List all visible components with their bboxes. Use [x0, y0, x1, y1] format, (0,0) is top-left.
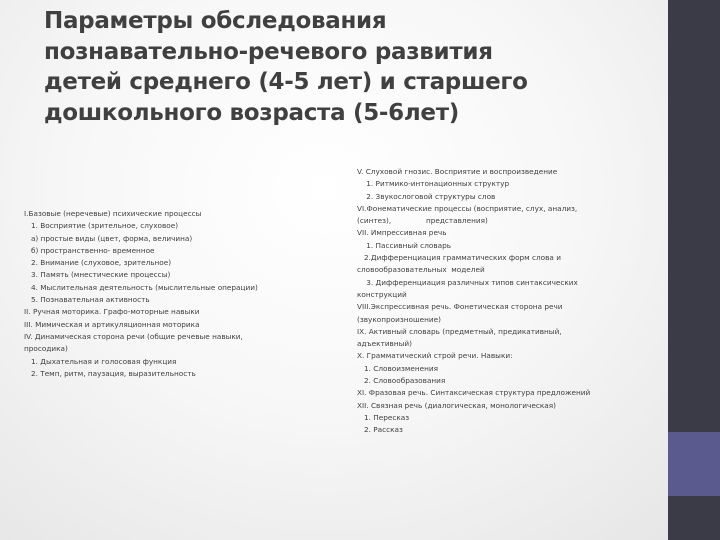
left-list-item: I.Базовые (неречевые) психические процессы — [24, 209, 202, 218]
right-list-item: VII. Импрессивная речь — [357, 228, 447, 238]
right-list-item: адъективный) — [357, 339, 412, 349]
left-list-item: 5. Познавательная активность — [24, 295, 150, 305]
right-list-item: 1. Словоизменения — [357, 363, 439, 373]
left-list-item: 1. Дыхательная и голосовая функция — [24, 356, 177, 366]
right-list-item: V. Слуховой гнозис. Восприятие и воспроизведение — [357, 167, 558, 176]
left-list-item: б) пространственно- временное — [24, 245, 155, 255]
title-line-4: дошкольного возраста (5-6лет) — [44, 99, 459, 126]
left-list-item: 4. Мыслительная деятельность (мыслительные операции) — [24, 282, 258, 292]
left-list-item: 1. Восприятие (зрительное, слуховое) — [24, 221, 179, 231]
right-list-item: VIII.Экспрессивная речь. Фонетическая сторона речи — [357, 302, 563, 312]
right-list-item: VI.Фонематические процессы (восприятие, слух, анализ, — [357, 203, 578, 213]
right-list-item: 1. Пассивный словарь — [357, 240, 452, 250]
right-list-item: X. Грамматический строй речи. Навыки: — [357, 351, 513, 361]
title-line-3: детей среднего (4-5 лет) и старшего — [44, 69, 528, 95]
right-list-item: 2.Дифференциация грамматических форм слова и — [357, 253, 561, 263]
right-list-item: конструкций — [357, 289, 407, 299]
left-list-item: а) простые виды (цвет, форма, величина) — [24, 233, 193, 243]
title-line-2: познавательно-речевого развития — [44, 38, 493, 65]
sidebar-accent-block — [668, 432, 720, 496]
right-list-item: 3. Дифференциация различных типов синтаксических — [357, 277, 578, 287]
right-list-item: XI. Фразовая речь. Синтаксическая структура предложений — [357, 388, 591, 398]
left-list-item: 3. Память (мнестические процессы) — [24, 270, 171, 280]
right-list-item: 1. Пересказ — [357, 412, 410, 422]
right-parameter-list — [357, 166, 662, 437]
right-list-item: (синтез), представления) — [357, 216, 488, 226]
left-list-item: II. Ручная моторика. Графо-моторные навыки — [24, 307, 200, 317]
right-list-item: словообразовательных моделей — [357, 265, 485, 275]
left-list-item: III. Мимическая и артикуляционная моторика — [24, 319, 200, 329]
left-list-item: 2. Темп, ритм, паузация, выразительность — [24, 368, 196, 378]
title-line-1: Параметры обследования — [44, 8, 387, 34]
right-list-item: 2. Рассказ — [357, 425, 403, 435]
right-list-item: IX. Активный словарь (предметный, предикативный, — [357, 326, 562, 336]
left-list-item: просодика) — [24, 344, 68, 354]
left-list-item: 2. Внимание (слуховое, зрительное) — [24, 258, 172, 268]
right-list-item: 1. Ритмико-интонационных структур — [357, 179, 510, 189]
right-list-item: (звукопроизношение) — [357, 314, 441, 324]
slide-title — [44, 6, 644, 128]
right-sidebar-bar — [668, 0, 720, 540]
left-parameter-list — [24, 208, 324, 380]
right-list-item: 2. Словообразования — [357, 376, 446, 386]
right-list-item: XII. Связная речь (диалогическая, монологическая) — [357, 400, 556, 410]
right-list-item: 2. Звукослоговой структуры слов — [357, 191, 496, 201]
left-list-item: IV. Динамическая сторона речи (общие речевые навыки, — [24, 331, 243, 341]
